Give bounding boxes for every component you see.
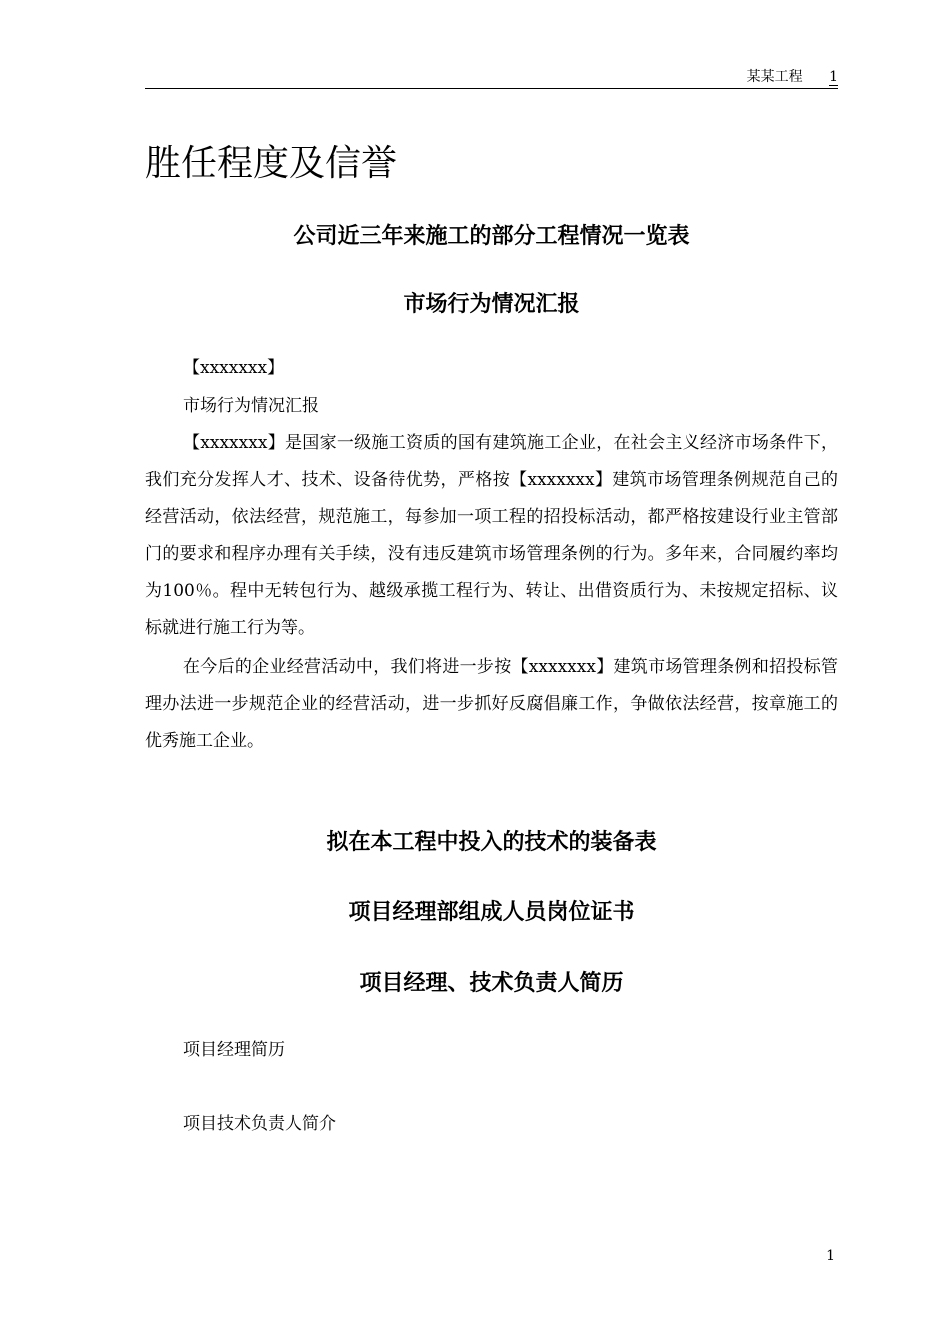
footer-page-number: 1: [826, 1248, 835, 1264]
resume-manager: 项目经理简历: [183, 1040, 285, 1060]
placeholder-line: 【xxxxxxx】: [183, 358, 285, 378]
paragraph-future-commitment: 在今后的企业经营活动中，我们将进一步按【xxxxxxx】建筑市场管理条例和招投标管理办法进一步规范企业的经营活动，进一步抓好反腐倡廉工作，争做依法经营，按章施工的优秀施工企业。: [145, 657, 838, 751]
heading-equipment-table: 拟在本工程中投入的技术的装备表: [326, 830, 657, 855]
header-title: 某某工程: [746, 69, 803, 85]
heading-resumes: 项目经理、技术负责人简历: [359, 971, 624, 996]
heading-projects-table: 公司近三年来施工的部分工程情况一览表: [293, 224, 690, 249]
heading-market-behavior: 市场行为情况汇报: [403, 292, 580, 317]
chapter-title: 胜任程度及信誉: [145, 143, 398, 184]
subtitle-line: 市场行为情况汇报: [183, 396, 319, 416]
resume-tech-lead: 项目技术负责人简介: [183, 1114, 336, 1134]
paragraph-company-intro: 【xxxxxxx】是国家一级施工资质的国有建筑施工企业，在社会主义经济市场条件下，我们充分发挥人才、技术、设备待优势，严格按【xxxxxxx】建筑市场管理条例规范自己的经营活动，依法经营，规范施工，每参加一项工程的招投标活动，都严格按建设行业主管部门的要求和程序办理有关手续，没有违反建筑市场管理条例的行为。多年来，合同履约率均为100％。程中无转包行为、越级承揽工程行为、转让、出借资质行为、未按规定招标、议标就进行施工行为等。: [145, 433, 838, 638]
heading-staff-certificates: 项目经理部组成人员岗位证书: [348, 900, 635, 925]
header-page-number: 1: [829, 69, 838, 85]
page-header: [145, 66, 838, 89]
